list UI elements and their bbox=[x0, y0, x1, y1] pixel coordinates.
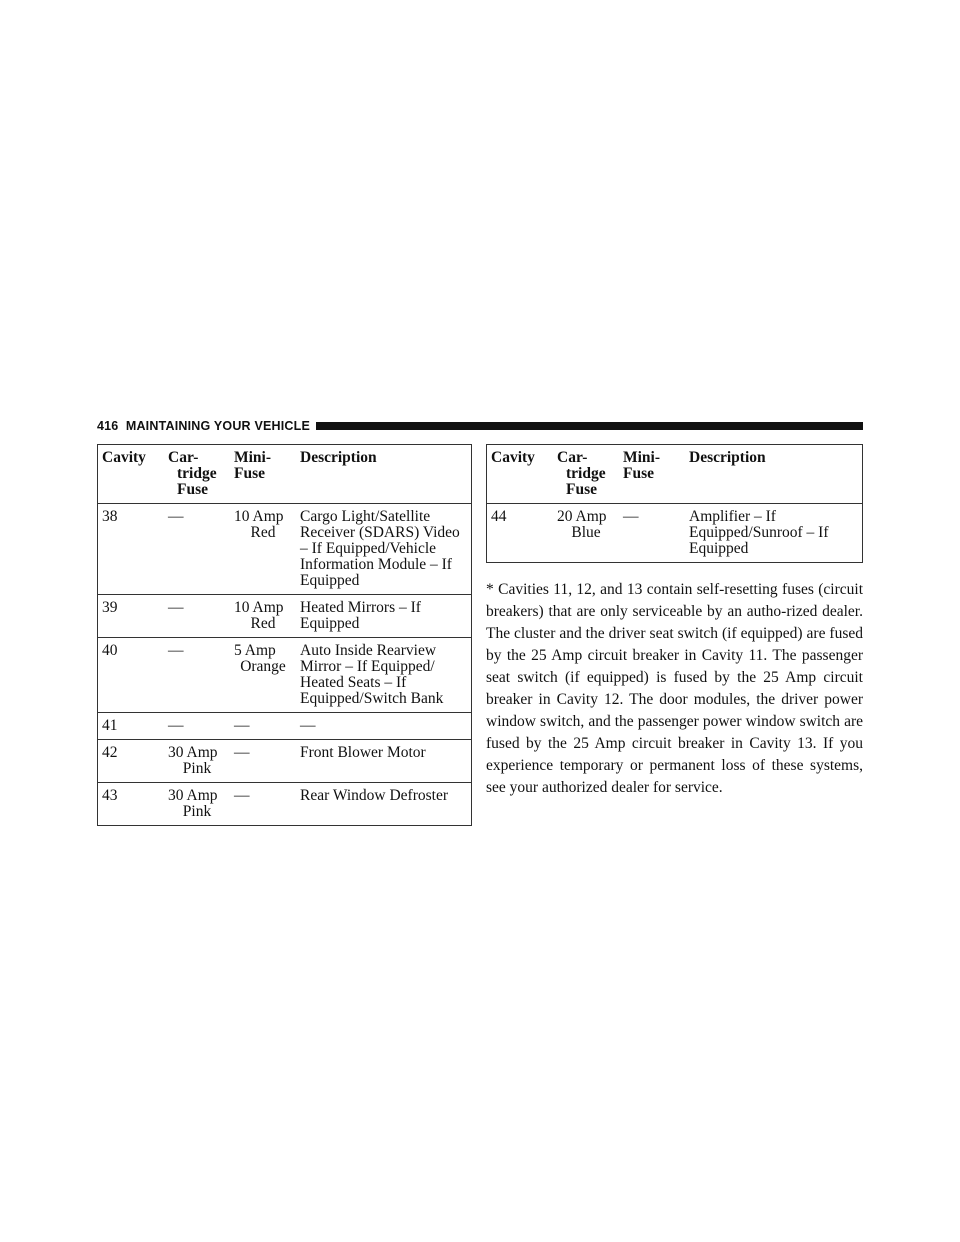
table-row bbox=[98, 504, 472, 595]
header-description: Description bbox=[685, 445, 863, 504]
cell-cartridge-fuse: 20 Amp Blue bbox=[553, 504, 619, 563]
cell-cartridge-fuse: — bbox=[164, 713, 230, 740]
cell-cavity: 41 bbox=[98, 713, 165, 740]
table-row bbox=[98, 638, 472, 713]
table-row bbox=[98, 740, 472, 783]
header-cavity: Cavity bbox=[98, 445, 165, 504]
table-header-row bbox=[487, 445, 863, 504]
cell-mini-fuse: 5 Amp Orange bbox=[230, 638, 296, 713]
header-cavity: Cavity bbox=[487, 445, 554, 504]
cell-cartridge-fuse: 30 Amp Pink bbox=[164, 783, 230, 826]
cell-mini-fuse: — bbox=[230, 740, 296, 783]
header-cartridge-fuse: Car- tridge Fuse bbox=[164, 445, 230, 504]
header-rule bbox=[316, 422, 863, 430]
header-mini-fuse: Mini- Fuse bbox=[619, 445, 685, 504]
fuse-table-left-body bbox=[98, 504, 472, 826]
cell-description: Auto Inside Rearview Mirror – If Equipped/ Heated Seats – If Equipped/Switch Bank bbox=[296, 638, 472, 713]
cell-description: Front Blower Motor bbox=[296, 740, 472, 783]
cell-cartridge-fuse: 30 Amp Pink bbox=[164, 740, 230, 783]
cell-cavity: 44 bbox=[487, 504, 554, 563]
cell-cavity: 43 bbox=[98, 783, 165, 826]
cell-mini-fuse: 10 Amp Red bbox=[230, 595, 296, 638]
cell-mini-fuse: — bbox=[230, 713, 296, 740]
page-header-text bbox=[97, 419, 316, 433]
section-title: MAINTAINING YOUR VEHICLE bbox=[125, 419, 311, 433]
table-header-row bbox=[98, 445, 472, 504]
cell-mini-fuse: — bbox=[619, 504, 685, 563]
cell-description: Heated Mirrors – If Equipped bbox=[296, 595, 472, 638]
cell-cavity: 42 bbox=[98, 740, 165, 783]
cell-mini-fuse: 10 Amp Red bbox=[230, 504, 296, 595]
cell-description: — bbox=[296, 713, 472, 740]
cell-cavity: 38 bbox=[98, 504, 165, 595]
table-row bbox=[487, 504, 863, 563]
fuse-table-left bbox=[97, 444, 472, 826]
table-row bbox=[98, 783, 472, 826]
cell-cartridge-fuse: — bbox=[164, 638, 230, 713]
cell-description: Amplifier – If Equipped/Sunroof – If Equipped bbox=[685, 504, 863, 563]
table-row bbox=[98, 595, 472, 638]
page-number: 416 bbox=[97, 419, 119, 433]
fuse-table-right-body bbox=[487, 504, 863, 563]
fuse-table-right bbox=[486, 444, 863, 563]
footnote-text: * Cavities 11, 12, and 13 contain self-resetting fuses (circuit breakers) that are only serviceable by an autho-rized dealer. The cluster and the driver seat switch (if equipped) are fused by the 25 Amp circuit breaker in Cavity 11. The passenger seat switch (if equipped) is fused by the 25 Amp circuit breaker in Cavity 12. The door modules, the driver power window switch, and the passenger power window switch are fused by the 25 Amp circuit breaker in Cavity 13. If you experience temporary or permanent loss of these systems, see your authorized dealer for service. bbox=[486, 580, 863, 796]
header-mini-fuse: Mini- Fuse bbox=[230, 445, 296, 504]
cell-description: Rear Window Defroster bbox=[296, 783, 472, 826]
cell-mini-fuse: — bbox=[230, 783, 296, 826]
cell-cavity: 40 bbox=[98, 638, 165, 713]
header-description: Description bbox=[296, 445, 472, 504]
cell-description: Cargo Light/Satellite Receiver (SDARS) Video – If Equipped/Vehicle Information Module – If Equipped bbox=[296, 504, 472, 595]
cell-cartridge-fuse: — bbox=[164, 504, 230, 595]
cell-cartridge-fuse: — bbox=[164, 595, 230, 638]
page-header bbox=[97, 417, 863, 435]
header-cartridge-fuse: Car- tridge Fuse bbox=[553, 445, 619, 504]
cell-cavity: 39 bbox=[98, 595, 165, 638]
table-row bbox=[98, 713, 472, 740]
